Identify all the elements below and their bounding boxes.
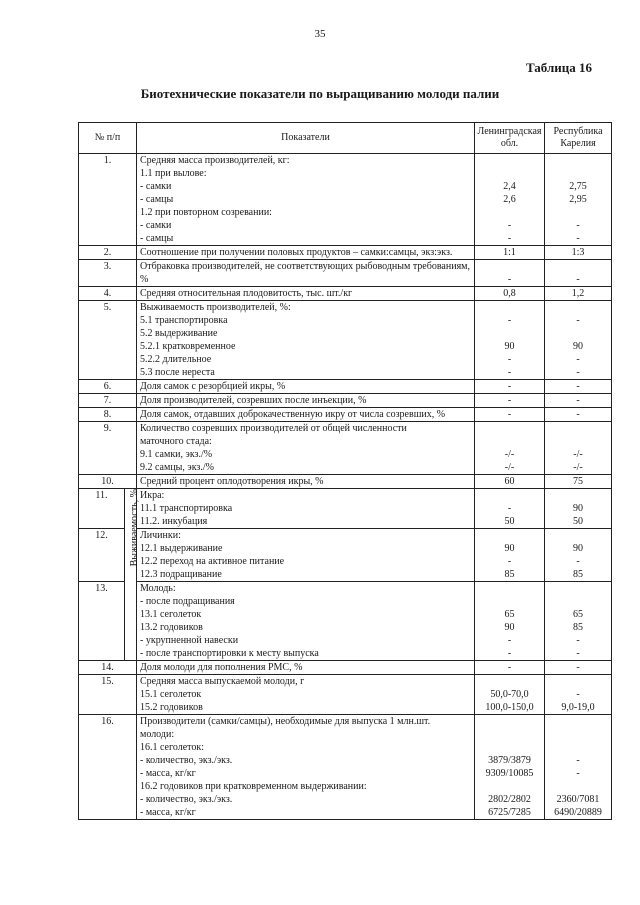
value-line xyxy=(478,422,541,435)
table-row xyxy=(79,301,612,380)
value-line: - xyxy=(507,315,512,326)
indicator-line: 5.2.2 длительное xyxy=(140,354,212,365)
value-line xyxy=(478,741,541,754)
row-indicator: Средний процент оплодотворения икры, % xyxy=(137,475,475,489)
value-line xyxy=(548,327,608,340)
table-header-row xyxy=(79,123,612,154)
value-line xyxy=(478,582,541,595)
value-karelia: - xyxy=(545,260,612,287)
value-line: -/- xyxy=(504,462,515,473)
indicator-line: - масса, кг/кг xyxy=(140,768,196,779)
value-karelia xyxy=(545,715,612,820)
row-number: 7. xyxy=(79,394,137,408)
value-line xyxy=(478,154,541,167)
value-karelia xyxy=(545,422,612,475)
value-leningrad: - xyxy=(475,661,545,675)
value-leningrad: - xyxy=(475,260,545,287)
value-line: 90 xyxy=(573,503,583,514)
row-indicator xyxy=(137,154,475,246)
value-line xyxy=(478,780,541,793)
value-line xyxy=(478,529,541,542)
value-leningrad: - xyxy=(475,408,545,422)
indicator-line: 9.2 самцы, экз./% xyxy=(140,462,214,473)
row-number: 9. xyxy=(79,422,137,475)
value-line: - xyxy=(507,233,512,244)
table-row xyxy=(79,529,612,582)
table-row xyxy=(79,380,612,394)
value-line xyxy=(548,489,608,502)
indicator-line: 1.1 при вылове: xyxy=(140,168,207,179)
row-indicator: Доля молоди для пополнения РМС, % xyxy=(137,661,475,675)
indicator-line: 12.3 подращивание xyxy=(140,569,222,580)
value-line: 3879/3879 xyxy=(488,755,531,766)
value-leningrad xyxy=(475,489,545,529)
table-row xyxy=(79,154,612,246)
value-line xyxy=(478,301,541,314)
indicator-line: - количество, экз./экз. xyxy=(140,794,233,805)
table-row xyxy=(79,408,612,422)
value-leningrad: 1:1 xyxy=(475,246,545,260)
row-number: 1. xyxy=(79,154,137,246)
value-line: 9309/10085 xyxy=(485,768,534,779)
value-line: 2,6 xyxy=(503,194,516,205)
indicator-line: 12.2 переход на активное питание xyxy=(140,556,285,567)
row-number: 5. xyxy=(79,301,137,380)
value-line: 9,0-19,0 xyxy=(561,702,595,713)
value-line: 2360/7081 xyxy=(556,794,600,805)
value-line: 90 xyxy=(504,341,515,352)
value-line xyxy=(478,206,541,219)
value-karelia xyxy=(545,675,612,715)
value-line xyxy=(478,715,541,728)
value-line: 6725/7285 xyxy=(488,807,531,818)
indicator-line: Количество созревших производителей от общей численности xyxy=(140,423,407,434)
value-line: - xyxy=(576,556,580,567)
value-line xyxy=(548,780,608,793)
value-line: 50,0-70,0 xyxy=(490,689,529,700)
value-line xyxy=(548,422,608,435)
table-row xyxy=(79,394,612,408)
value-leningrad: 60 xyxy=(475,475,545,489)
value-line: 2,95 xyxy=(569,194,587,205)
value-leningrad xyxy=(475,715,545,820)
value-karelia: - xyxy=(545,661,612,675)
row-indicator: Средняя относительная плодовитость, тыс. шт./кг xyxy=(137,287,475,301)
row-number: 13. xyxy=(79,582,125,661)
value-line: 50 xyxy=(573,516,583,527)
table-row xyxy=(79,422,612,475)
vertical-label-text: Выживаемость, % xyxy=(129,489,140,567)
indicator-line: 13.2 годовиков xyxy=(140,622,203,633)
indicator-line: - после транспортировки к месту выпуска xyxy=(140,648,319,659)
row-indicator xyxy=(137,422,475,475)
value-leningrad xyxy=(475,422,545,475)
indicator-line: Производители (самки/самцы), необходимые для выпуска 1 млн.шт. xyxy=(140,716,431,727)
value-leningrad xyxy=(475,301,545,380)
row-number: 2. xyxy=(79,246,137,260)
indicator-line: - после подращивания xyxy=(140,596,235,607)
row-number: 12. xyxy=(79,529,125,582)
indicator-line: - самки xyxy=(140,220,172,231)
value-line xyxy=(548,435,608,448)
value-leningrad: 0,8 xyxy=(475,287,545,301)
value-line: 90 xyxy=(573,543,583,554)
row-number: 10. xyxy=(79,475,137,489)
value-line: 85 xyxy=(504,569,515,580)
table-row xyxy=(79,489,612,529)
row-indicator xyxy=(137,715,475,820)
value-line: - xyxy=(576,315,580,326)
header-region-leningrad: Ленинградская обл. xyxy=(475,123,545,154)
page-number: 35 xyxy=(314,28,326,40)
value-line: 90 xyxy=(504,543,515,554)
value-line: -/- xyxy=(504,449,515,460)
header-indicator: Показатели xyxy=(137,123,475,154)
value-line xyxy=(548,595,608,608)
value-line xyxy=(548,167,608,180)
value-line: - xyxy=(576,233,580,244)
table-row xyxy=(79,675,612,715)
indicator-line: 16.2 годовиков при кратковременном выдерживании: xyxy=(140,781,367,792)
value-line: - xyxy=(507,648,512,659)
indicator-line: Молодь: xyxy=(140,583,176,594)
table-row xyxy=(79,287,612,301)
indicator-line: 9.1 самки, экз./% xyxy=(140,449,213,460)
indicator-line: 5.2.1 кратковременное xyxy=(140,341,236,352)
table-row xyxy=(79,475,612,489)
value-leningrad xyxy=(475,582,545,661)
table-row xyxy=(79,715,612,820)
value-karelia xyxy=(545,154,612,246)
row-indicator xyxy=(137,675,475,715)
indicator-line: 13.1 сеголеток xyxy=(140,609,202,620)
value-line xyxy=(548,206,608,219)
value-line: - xyxy=(507,367,512,378)
value-karelia: 1,2 xyxy=(545,287,612,301)
indicator-line: - самцы xyxy=(140,233,174,244)
row-number: 4. xyxy=(79,287,137,301)
value-line xyxy=(548,529,608,542)
row-number: 14. xyxy=(79,661,137,675)
value-karelia xyxy=(545,301,612,380)
value-karelia: - xyxy=(545,408,612,422)
value-line xyxy=(478,595,541,608)
value-line: - xyxy=(576,354,580,365)
value-karelia: - xyxy=(545,394,612,408)
indicator-line: - количество, экз./экз. xyxy=(140,755,233,766)
indicator-line: Выживаемость производителей, %: xyxy=(140,302,291,313)
value-line: - xyxy=(576,689,580,700)
row-number: 8. xyxy=(79,408,137,422)
value-line: - xyxy=(507,635,512,646)
survival-vertical-label xyxy=(125,489,140,661)
header-num: № п/п xyxy=(79,123,137,154)
value-line: 2,4 xyxy=(503,181,516,192)
value-karelia: 1:3 xyxy=(545,246,612,260)
value-line: - xyxy=(576,367,580,378)
value-line: 90 xyxy=(504,622,515,633)
indicator-line: - масса, кг/кг xyxy=(140,807,196,818)
value-line xyxy=(478,327,541,340)
value-line: -/- xyxy=(573,462,583,473)
row-number: 16. xyxy=(79,715,137,820)
value-line: -/- xyxy=(573,449,583,460)
value-leningrad xyxy=(475,154,545,246)
value-line: 90 xyxy=(573,341,583,352)
row-indicator: Отбраковка производителей, не соответствующих рыбоводным требованиям, % xyxy=(137,260,475,287)
row-number: 15. xyxy=(79,675,137,715)
value-line: 65 xyxy=(573,609,583,620)
indicator-line: Средняя масса производителей, кг: xyxy=(140,155,290,166)
value-line: 2802/2802 xyxy=(488,794,531,805)
value-line xyxy=(478,167,541,180)
value-karelia xyxy=(545,489,612,529)
value-leningrad xyxy=(475,675,545,715)
row-indicator: Доля самок с резорбцией икры, % xyxy=(137,380,475,394)
value-karelia xyxy=(545,529,612,582)
table-label: Таблица 16 xyxy=(525,60,592,75)
value-karelia xyxy=(545,582,612,661)
value-line: - xyxy=(576,635,580,646)
indicator-line: 1.2 при повторном созревании: xyxy=(140,207,272,218)
value-line xyxy=(548,728,608,741)
table-row xyxy=(79,661,612,675)
value-line: 6490/20889 xyxy=(554,807,602,818)
indicator-line: 11.1 транспортировка xyxy=(140,503,233,514)
value-line: 85 xyxy=(573,622,583,633)
value-line: 85 xyxy=(573,569,583,580)
row-indicator xyxy=(137,489,475,529)
indicator-line: 5.2 выдерживание xyxy=(140,328,218,339)
value-line: 65 xyxy=(504,609,515,620)
value-line xyxy=(478,435,541,448)
table-row xyxy=(79,246,612,260)
value-leningrad: - xyxy=(475,394,545,408)
value-line xyxy=(548,715,608,728)
value-leningrad xyxy=(475,529,545,582)
indicator-line: 15.1 сеголеток xyxy=(140,689,202,700)
row-number: 6. xyxy=(79,380,137,394)
value-line: 2,75 xyxy=(569,181,587,192)
indicator-line: маточного стада: xyxy=(140,436,212,447)
row-number: 3. xyxy=(79,260,137,287)
indicator-line: 12.1 выдерживание xyxy=(140,543,223,554)
table-title: Биотехнические показатели по выращиванию молоди палии xyxy=(140,86,500,101)
value-line: - xyxy=(507,556,512,567)
row-indicator xyxy=(137,301,475,380)
row-indicator xyxy=(137,582,475,661)
indicator-line: - самки xyxy=(140,181,172,192)
table-row xyxy=(79,260,612,287)
indicator-line: 5.1 транспортировка xyxy=(140,315,228,326)
value-line xyxy=(478,675,541,688)
value-line xyxy=(548,582,608,595)
row-indicator: Доля производителей, созревших после инъекции, % xyxy=(137,394,475,408)
value-line: 100,0-150,0 xyxy=(485,702,534,713)
biotech-indicators-table xyxy=(78,122,612,820)
value-karelia: - xyxy=(545,380,612,394)
value-line: - xyxy=(507,220,512,231)
value-line xyxy=(548,741,608,754)
value-leningrad: - xyxy=(475,380,545,394)
value-line: - xyxy=(507,503,512,514)
indicator-line: 15.2 годовиков xyxy=(140,702,203,713)
indicator-line: Личинки: xyxy=(140,530,181,541)
indicator-line: 11.2. инкубация xyxy=(140,516,208,527)
value-karelia: 75 xyxy=(545,475,612,489)
value-line: 50 xyxy=(504,516,515,527)
row-number: 11. xyxy=(79,489,125,529)
indicator-line: - самцы xyxy=(140,194,174,205)
value-line: - xyxy=(576,768,580,779)
value-line: - xyxy=(576,755,580,766)
value-line xyxy=(548,301,608,314)
row-indicator: Соотношение при получении половых продуктов – самки:самцы, экз:экз. xyxy=(137,246,475,260)
indicator-line: молоди: xyxy=(140,729,175,740)
indicator-line: 5.3 после нереста xyxy=(140,367,215,378)
table-row xyxy=(79,582,612,661)
indicator-line: - укрупненной навески xyxy=(140,635,239,646)
value-line xyxy=(478,489,541,502)
value-line xyxy=(548,154,608,167)
indicator-line: Средняя масса выпускаемой молоди, г xyxy=(140,676,305,687)
value-line: - xyxy=(576,648,580,659)
header-region-karelia: Республика Карелия xyxy=(545,123,612,154)
indicator-line: Икра: xyxy=(140,490,165,501)
indicator-line: 16.1 сеголеток: xyxy=(140,742,205,753)
value-line: - xyxy=(576,220,580,231)
value-line xyxy=(548,675,608,688)
value-line: - xyxy=(507,354,512,365)
row-indicator: Доля самок, отдавших доброкачественную икру от числа созревших, % xyxy=(137,408,475,422)
row-indicator xyxy=(137,529,475,582)
value-line xyxy=(478,728,541,741)
